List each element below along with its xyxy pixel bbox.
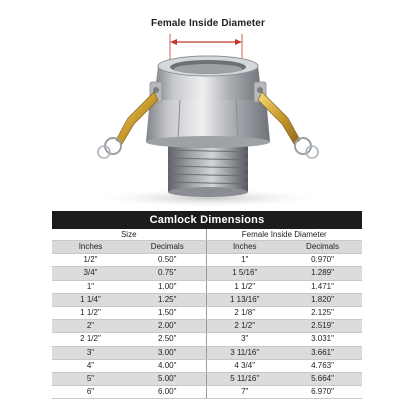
group-header-female-inside-diameter: Female Inside Diameter: [206, 229, 362, 241]
table-cell: 1.289": [283, 267, 362, 280]
table-cell: 5": [52, 372, 129, 385]
table-cell: 1.471": [283, 280, 362, 293]
table-row: [52, 267, 362, 280]
table-cell: 2.519": [283, 320, 362, 333]
table-cell: 4 3/4": [206, 359, 283, 372]
table-row: [52, 333, 362, 346]
camlock-dimensions-table: [52, 211, 362, 399]
table-row: [52, 306, 362, 319]
table-cell: 5.664": [283, 372, 362, 385]
threaded-male-end: [168, 142, 248, 197]
table-row: [52, 280, 362, 293]
table-cell: 2 1/8": [206, 306, 283, 319]
table-cell: 2 1/2": [52, 333, 129, 346]
table-cell: 3/4": [52, 267, 129, 280]
female-inside-diameter-label: Female Inside Diameter: [151, 18, 265, 29]
table-cell: 1.50": [129, 306, 206, 319]
group-header-row: [52, 229, 362, 241]
table-cell: 1.25": [129, 293, 206, 306]
table-row: [52, 254, 362, 267]
column-header: Inches: [206, 241, 283, 254]
table-cell: 3": [52, 346, 129, 359]
table-cell: 1 1/2": [52, 306, 129, 319]
table-cell: 5 11/16": [206, 372, 283, 385]
table-cell: 2.125": [283, 306, 362, 319]
table-cell: 3": [206, 333, 283, 346]
table-row: [52, 359, 362, 372]
table-row: [52, 320, 362, 333]
table-row: [52, 372, 362, 385]
table-cell: 3.00": [129, 346, 206, 359]
hex-body: [146, 98, 270, 148]
table-cell: 0.970": [283, 254, 362, 267]
table-cell: 1": [206, 254, 283, 267]
table-row: [52, 293, 362, 306]
table-cell: 1 1/2": [206, 280, 283, 293]
table-cell: 2.00": [129, 320, 206, 333]
group-header-size: Size: [52, 229, 206, 241]
table-row: [52, 386, 362, 399]
column-header: Inches: [52, 241, 129, 254]
table-cell: 6.00": [129, 386, 206, 399]
table-cell: 3.031": [283, 333, 362, 346]
table-title: Camlock Dimensions: [52, 211, 362, 229]
table-cell: 6.970": [283, 386, 362, 399]
table-cell: 4": [52, 359, 129, 372]
column-header-row: [52, 241, 362, 254]
table-cell: 1 5/16": [206, 267, 283, 280]
dimensions-grid: [52, 229, 362, 399]
table-cell: 6": [52, 386, 129, 399]
table-cell: 5.00": [129, 372, 206, 385]
table-cell: 1.820": [283, 293, 362, 306]
column-header: Decimals: [129, 241, 206, 254]
table-cell: 3.661": [283, 346, 362, 359]
table-row: [52, 346, 362, 359]
table-cell: 2.50": [129, 333, 206, 346]
column-header: Decimals: [283, 241, 362, 254]
table-cell: 4.763": [283, 359, 362, 372]
table-cell: 1 13/16": [206, 293, 283, 306]
table-cell: 2 1/2": [206, 320, 283, 333]
table-cell: 1/2": [52, 254, 129, 267]
table-cell: 7": [206, 386, 283, 399]
table-cell: 3 11/16": [206, 346, 283, 359]
table-cell: 0.50": [129, 254, 206, 267]
table-cell: 0.75": [129, 267, 206, 280]
coupler-cup: [150, 56, 266, 102]
table-cell: 1": [52, 280, 129, 293]
table-cell: 4.00": [129, 359, 206, 372]
table-cell: 2": [52, 320, 129, 333]
table-cell: 1 1/4": [52, 293, 129, 306]
table-cell: 1.00": [129, 280, 206, 293]
table-body: [52, 254, 362, 399]
